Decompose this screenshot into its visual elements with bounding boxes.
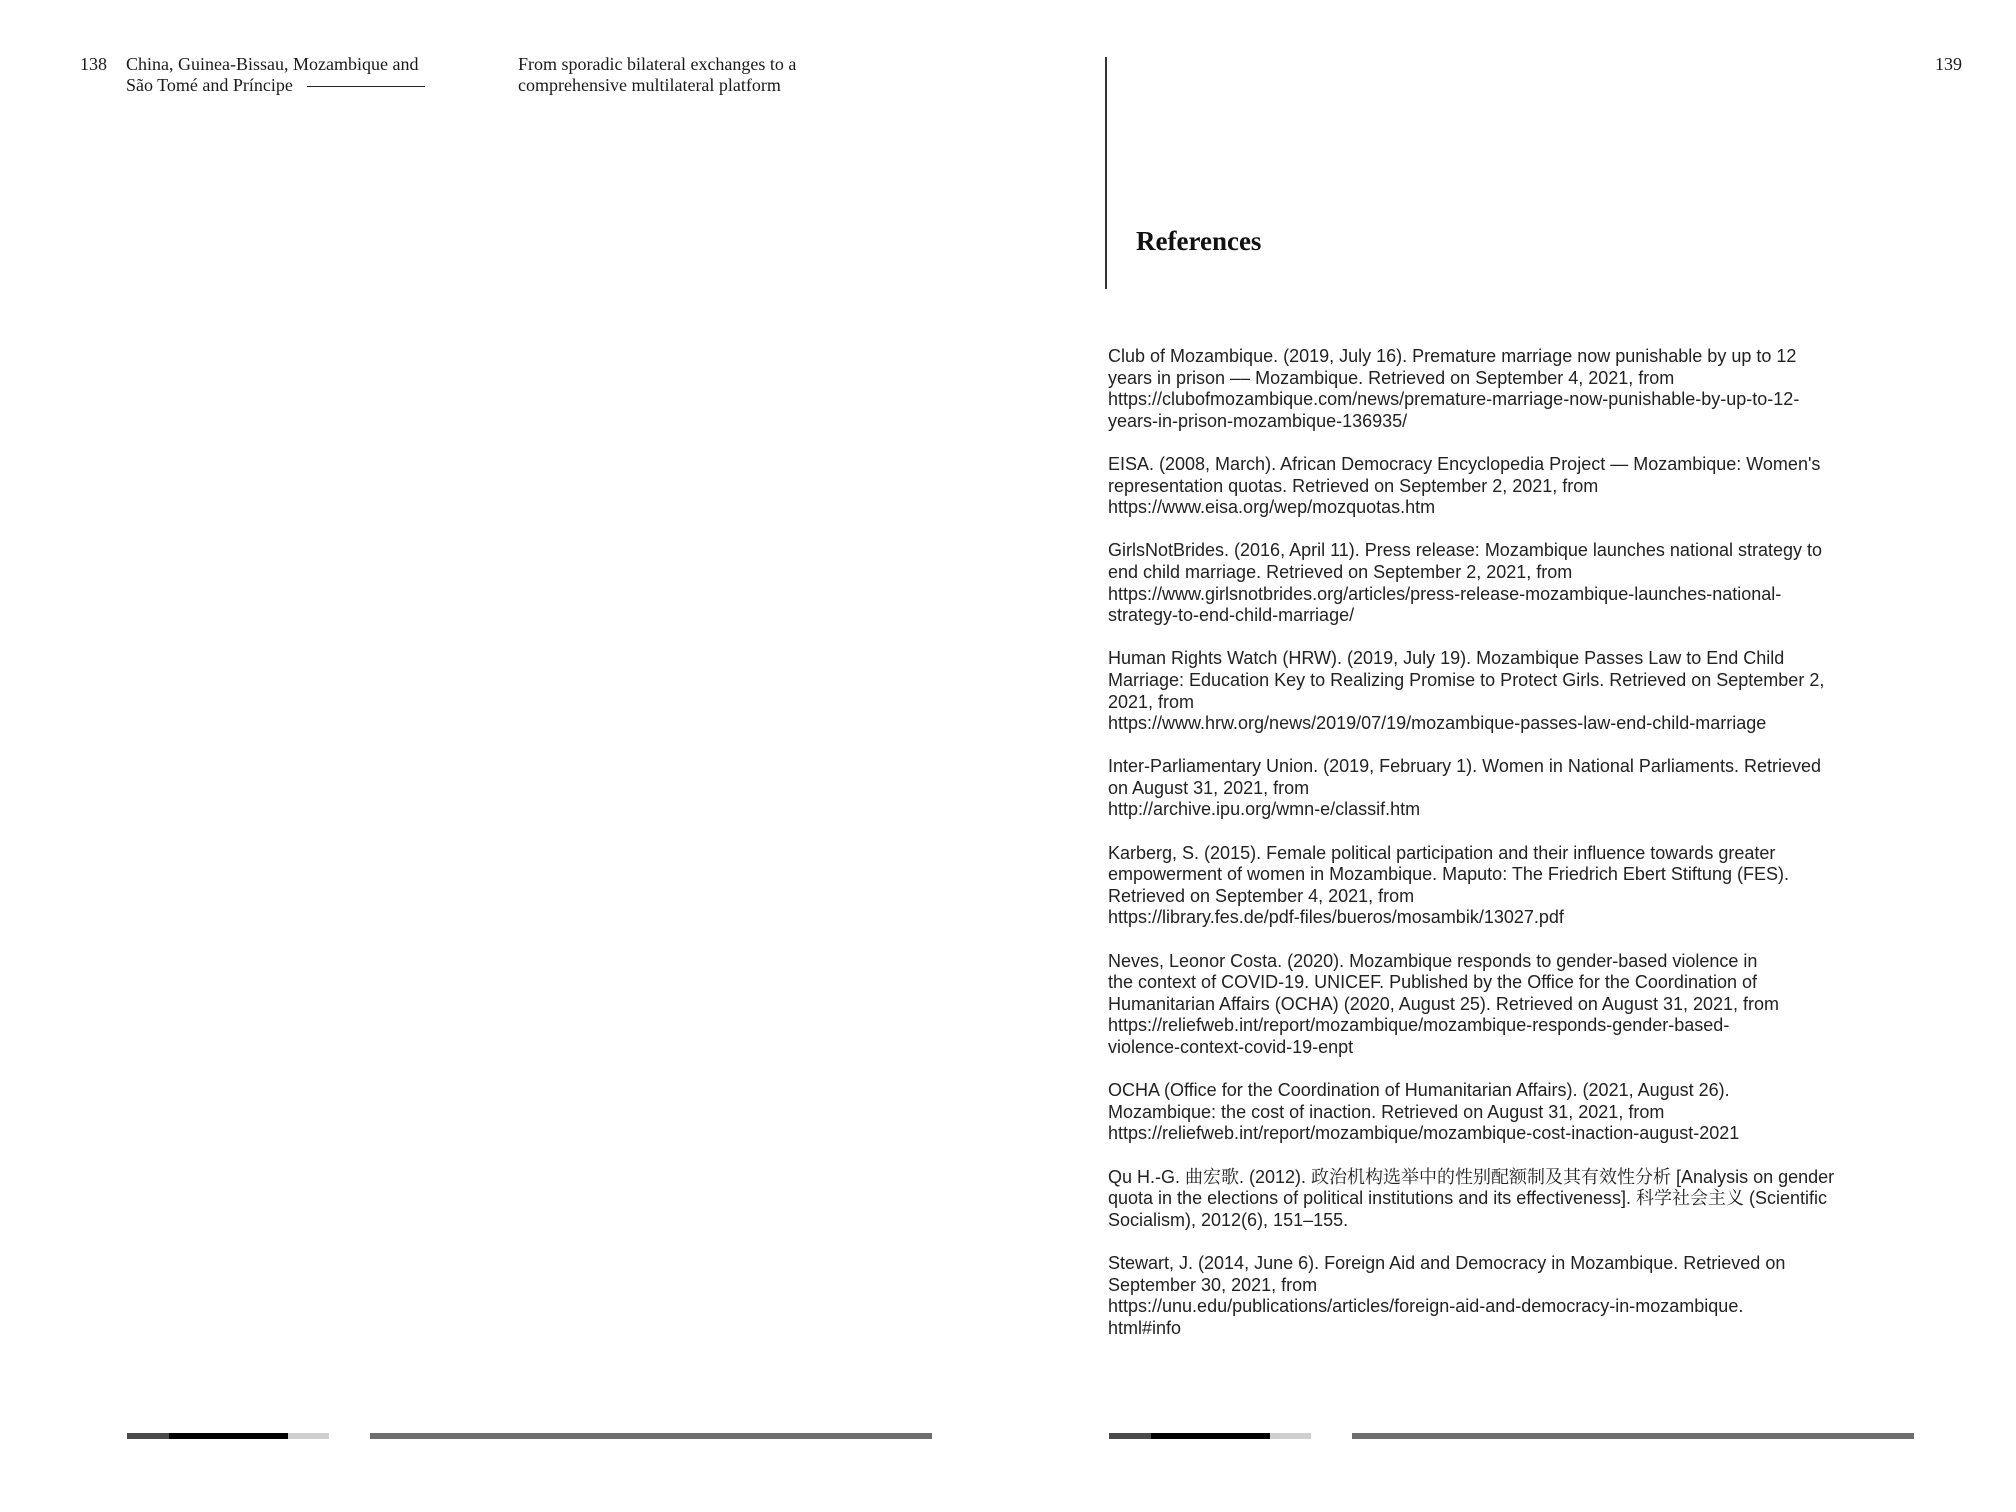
reference-line: the context of COVID-19. UNICEF. Published by the Office for the Coordination of [1108,972,1757,993]
running-head-chapter-line1: From sporadic bilateral exchanges to a [518,54,797,74]
references-heading: References [1136,226,1262,256]
reference-line: empowerment of women in Mozambique. Maputo: The Friedrich Ebert Stiftung (FES). [1108,864,1789,885]
footer-bar-right-seg3 [1270,1433,1311,1439]
running-head-left-line1: China, Guinea-Bissau, Mozambique and [126,54,419,74]
running-head-left-line2-wrap [126,75,456,96]
reference-line: OCHA (Office for the Coordination of Humanitarian Affairs). (2021, August 26). [1108,1080,1730,1101]
footer-bar-left-long [370,1433,932,1439]
footer-bar-left-seg1 [127,1433,169,1439]
left-page-number: 138 [80,54,107,74]
reference-entry [1108,1253,1918,1339]
reference-line: Stewart, J. (2014, June 6). Foreign Aid and Democracy in Mozambique. Retrieved on [1108,1252,1786,1273]
running-head-chapter-line2: comprehensive multilateral platform [518,75,781,95]
footer-bar-right-seg2 [1151,1433,1270,1439]
reference-line: Club of Mozambique. (2019, July 16). Premature marriage now punishable by up to 12 [1108,346,1797,366]
reference-line: strategy-to-end-child-marriage/ [1108,605,1355,626]
footer-bar-right-long [1352,1433,1914,1439]
reference-line: Humanitarian Affairs (OCHA) (2020, August 25). Retrieved on August 31, 2021, from [1108,993,1780,1014]
reference-line: years-in-prison-mozambique-136935/ [1108,410,1408,431]
vertical-rule [1105,57,1107,289]
reference-line: https://reliefweb.int/report/mozambique/mozambique-responds-gender-based- [1108,1015,1730,1036]
reference-line: Marriage: Education Key to Realizing Promise to Protect Girls. Retrieved on September 2, [1108,669,1825,690]
reference-line: Socialism), 2012(6), 151–155. [1108,1209,1349,1230]
reference-entry [1108,540,1918,626]
running-head-chapter [518,54,878,96]
reference-line: html#info [1108,1317,1182,1338]
references-list [1108,346,1918,1361]
running-head-left-line2: São Tomé and Príncipe [126,75,293,95]
reference-line: https://www.hrw.org/news/2019/07/19/mozambique-passes-law-end-child-marriage [1108,713,1767,734]
right-page-number: 139 [1935,54,1962,74]
running-head-rule [307,86,425,87]
reference-line: https://library.fes.de/pdf-files/bueros/mosambik/13027.pdf [1108,907,1564,928]
reference-line: years in prison –– Mozambique. Retrieved on September 4, 2021, from [1108,367,1675,388]
footer-bar-left-seg3 [288,1433,329,1439]
reference-entry [1108,843,1918,929]
reference-line: quota in the elections of political institutions and its effectiveness]. 科学社会主义 (Scientific [1108,1188,1827,1209]
reference-line: https://reliefweb.int/report/mozambique/mozambique-cost-inaction-august-2021 [1108,1123,1740,1144]
footer-bar-right-seg1 [1109,1433,1151,1439]
reference-line: Neves, Leonor Costa. (2020). Mozambique responds to gender-based violence in [1108,950,1758,971]
reference-line: EISA. (2008, March). African Democracy Encyclopedia Project — Mozambique: Women's [1108,453,1821,474]
footer-bar-left-seg2 [169,1433,288,1439]
reference-line: 2021, from [1108,691,1195,712]
reference-line: Inter-Parliamentary Union. (2019, February 1). Women in National Parliaments. Retrieved [1108,756,1821,777]
reference-line: Human Rights Watch (HRW). (2019, July 19). Mozambique Passes Law to End Child [1108,648,1785,669]
reference-line: https://www.girlsnotbrides.org/articles/press-release-mozambique-launches-national- [1108,583,1782,604]
reference-line: Qu H.-G. 曲宏歌. (2012). 政治机构选举中的性别配额制及其有效性分析 [Analysis on gender [1108,1166,1835,1187]
reference-line: GirlsNotBrides. (2016, April 11). Press release: Mozambique launches national strategy to [1108,540,1823,561]
reference-line: end child marriage. Retrieved on September 2, 2021, from [1108,561,1573,582]
reference-entry [1108,648,1918,734]
reference-line: representation quotas. Retrieved on September 2, 2021, from [1108,475,1599,496]
reference-entry [1108,454,1918,519]
reference-entry [1108,1167,1918,1232]
reference-line: Retrieved on September 4, 2021, from [1108,885,1415,906]
reference-line: violence-context-covid-19-enpt [1108,1037,1354,1057]
reference-line: https://clubofmozambique.com/news/premature-marriage-now-punishable-by-up-to-12- [1108,389,1800,410]
reference-line: Mozambique: the cost of inaction. Retrieved on August 31, 2021, from [1108,1101,1665,1122]
reference-line: https://unu.edu/publications/articles/foreign-aid-and-democracy-in-mozambique. [1108,1296,1744,1317]
reference-entry [1108,951,1918,1059]
reference-line: on August 31, 2021, from [1108,777,1310,798]
reference-line: https://www.eisa.org/wep/mozquotas.htm [1108,497,1436,518]
reference-line: September 30, 2021, from [1108,1274,1318,1295]
running-head-left [126,54,456,96]
reference-entry [1108,1080,1918,1145]
reference-line: http://archive.ipu.org/wmn-e/classif.htm [1108,799,1421,820]
reference-entry [1108,756,1918,821]
reference-line: Karberg, S. (2015). Female political participation and their influence towards greater [1108,842,1776,863]
reference-entry [1108,346,1918,432]
